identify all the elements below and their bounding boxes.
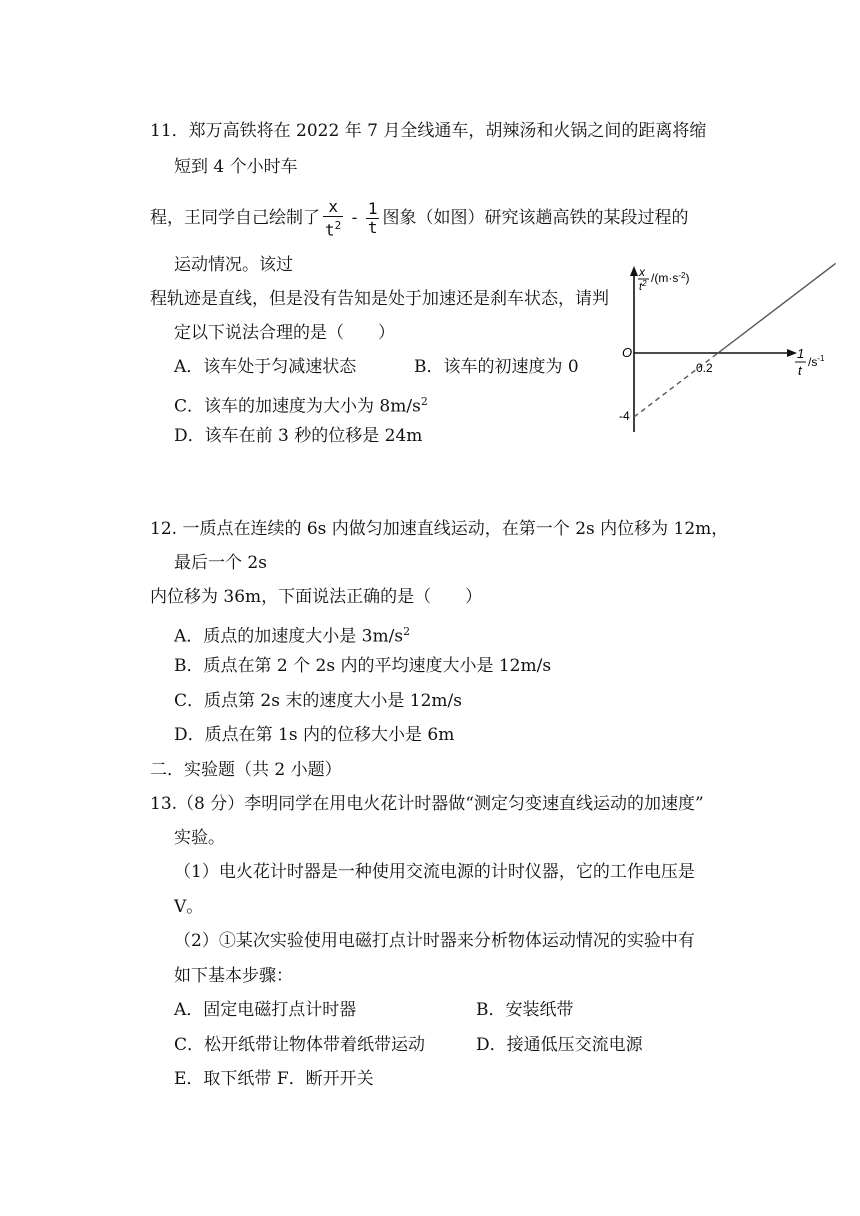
q13-text-line-1: 13.（8 分）李明同学在用电火花计时器做“测定匀变速直线运动的加速度” [150,794,704,814]
y-label-unit [651,271,689,285]
x-axis-arrow [787,349,797,357]
q11-option-c [174,391,428,418]
fraction-denominator [323,216,343,239]
minus-sign: - [346,208,363,229]
q11-line3-post: 图象（如图）研究该趟高铁的某段过程的 [382,208,689,229]
q13-step-c: C．松开纸带让物体带着纸带运动 [174,1035,426,1055]
fraction-denominator: t [367,218,378,238]
x-label-unit-exponent: -1 [817,354,825,363]
q12-option-a-text: A．质点的加速度大小是 3m/s [174,626,404,647]
q11-text-line-1: 11．郑万高铁将在 2022 年 7 月全线通车，胡辣汤和火锅之间的距离将缩 [150,121,707,141]
graph-line-solid [718,263,836,353]
q11-text-line-5: 程轨迹是直线，但是没有告知是处于加速还是刹车状态，请判 [150,289,609,309]
x-label-unit [808,354,825,369]
q13-step-b: B．安装纸带 [476,1000,574,1020]
q11-option-b: B．该车的初速度为 0 [414,357,579,377]
q13-part2-line-2: 如下基本步骤： [174,966,293,986]
fraction-numerator: 1 [367,199,378,219]
y-label-unit-text: /(m·s [651,271,679,285]
fraction-x-over-t-squared [323,198,343,239]
y-label-numerator: x [639,265,645,279]
q12-text-line-3: 内位移为 36m，下面说法正确的是（ ） [150,587,483,607]
y-label-unit-close: ) [685,271,690,285]
q13-part1-line-2: V。 [174,897,204,917]
q11-option-c-text: C．该车的加速度为大小为 8m/s [174,396,421,417]
q11-text-line-6: 定以下说法合理的是（ ） [174,323,395,343]
x-label-numerator: 1 [797,346,805,361]
q12-text-line-2: 最后一个 2s [174,553,267,573]
q13-part2-line-1: （2）①某次实验使用电磁打点计时器来分析物体运动情况的实验中有 [174,931,695,951]
q12-option-a-exponent: 2 [403,625,411,638]
q12-option-b: B．质点在第 2 个 2s 内的平均速度大小是 12m/s [174,656,552,676]
q11-option-a: A．该车处于匀减速状态 [174,357,357,377]
x-label-denominator: t [798,363,802,378]
q11-line3-pre: 程，王同学自己绘制了 [150,208,320,229]
y-axis-arrow [630,266,638,276]
q13-part1-line-1: （1）电火花计时器是一种使用交流电源的计时仪器，它的工作电压是 [174,862,695,882]
q11-option-d: D．该车在前 3 秒的位移是 24m [174,426,423,446]
fraction-denominator-base: t [325,220,335,240]
y-label-denominator-base: t [639,281,643,293]
x-tick-label-0-2: 0.2 [696,361,713,375]
q12-text-line-1: 12. 一质点在连续的 6s 内做匀加速直线运动，在第一个 2s 内位移为 12m， [150,519,729,539]
q12-option-c: C．质点第 2s 末的速度大小是 12m/s [174,691,462,711]
q12-option-d: D．质点在第 1s 内的位移大小是 6m [174,725,455,745]
q11-text-line-3 [150,198,688,239]
section-heading-experiments: 二．实验题（共 2 小题） [150,760,342,780]
x-over-t2-vs-1-over-t-graph [605,262,840,442]
origin-label: O [622,345,633,360]
q12-option-a [174,621,410,648]
q13-step-a: A．固定电磁打点计时器 [174,1000,357,1020]
y-label-unit-exponent: -2 [678,271,686,280]
y-tick-label-neg-4: -4 [619,409,630,423]
y-label-denominator [639,279,647,293]
q13-step-d: D．接通低压交流电源 [476,1035,643,1055]
fraction-numerator: x [328,197,338,216]
fraction-denominator-exponent: 2 [334,219,342,232]
q11-option-c-exponent: 2 [420,395,428,408]
fraction-one-over-t [366,200,380,237]
y-label-denominator-exponent: 2 [642,279,647,288]
q13-text-line-2: 实验。 [174,828,225,848]
x-label-unit-text: /s [808,355,818,369]
q11-text-line-4: 运动情况。该过 [174,255,293,275]
q13-step-e-f: E．取下纸带 F．断开开关 [174,1069,374,1089]
q11-text-line-2: 短到 4 个小时车 [174,157,298,177]
